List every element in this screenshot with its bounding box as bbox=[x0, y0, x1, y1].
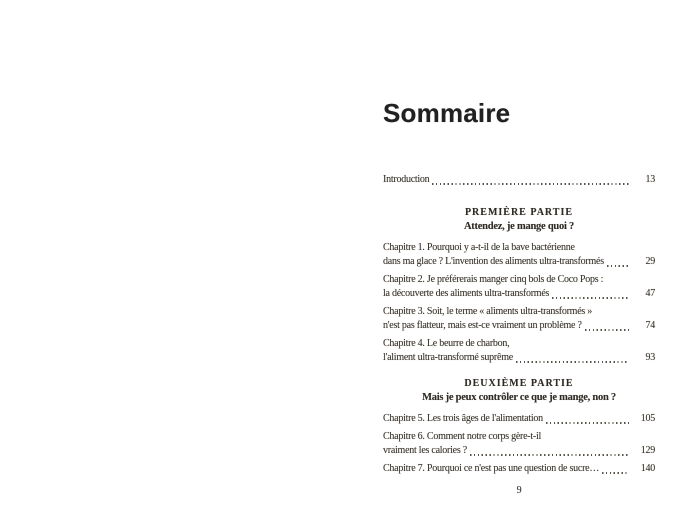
toc-entry-chapter-6 bbox=[383, 430, 655, 458]
dot-leader bbox=[470, 454, 629, 455]
dot-leader bbox=[602, 472, 629, 473]
toc-entry-chapter-7 bbox=[383, 462, 655, 476]
toc-entry-label: l'aliment ultra-transformé suprême bbox=[383, 352, 513, 363]
page-number: 9 bbox=[516, 485, 522, 496]
toc-entry-chapter-2 bbox=[383, 273, 655, 301]
toc-entry-chapter-4 bbox=[383, 337, 655, 365]
toc-entry-label: Introduction bbox=[383, 174, 430, 185]
toc-entry-label: dans ma glace ? L'invention des aliments ultra-transformés bbox=[383, 256, 604, 267]
toc-page-ref: 47 bbox=[645, 288, 655, 299]
part-heading: DEUXIÈME PARTIE bbox=[464, 378, 574, 389]
toc-page-ref: 13 bbox=[645, 174, 655, 185]
dot-leader bbox=[552, 297, 629, 298]
toc-entries bbox=[383, 412, 655, 476]
toc-entry-label: vraiment les calories ? bbox=[383, 445, 467, 456]
toc-part-2 bbox=[383, 377, 655, 476]
dot-leader bbox=[432, 183, 629, 184]
toc-page-ref: 105 bbox=[640, 413, 655, 424]
page-title: Sommaire bbox=[383, 98, 511, 128]
toc-entry-chapter-1 bbox=[383, 241, 655, 269]
toc-entry-label: Chapitre 5. Les trois âges de l'alimentation bbox=[383, 413, 543, 424]
dot-leader bbox=[546, 422, 629, 423]
part-subtitle: Attendez, je mange quoi ? bbox=[463, 221, 575, 232]
part-heading: PREMIÈRE PARTIE bbox=[464, 207, 574, 218]
toc-entry-introduction bbox=[383, 173, 655, 187]
toc-entry-label: la découverte des aliments ultra-transformés bbox=[383, 288, 550, 299]
toc-part-1 bbox=[383, 206, 655, 365]
toc-entry-label: Chapitre 6. Comment notre corps gère-t-il bbox=[383, 431, 542, 442]
dot-leader bbox=[516, 361, 629, 362]
toc-entry-label: Chapitre 4. Le beurre de charbon, bbox=[383, 338, 510, 349]
toc-entry-label: n'est pas flatteur, mais est-ce vraiment un problème ? bbox=[383, 320, 582, 331]
toc-page-ref: 93 bbox=[645, 352, 655, 363]
toc-entry-label: Chapitre 7. Pourquoi ce n'est pas une question de sucre… bbox=[383, 463, 600, 474]
toc-entries bbox=[383, 241, 655, 365]
toc-entry-label: Chapitre 2. Je préférerais manger cinq bols de Coco Pops : bbox=[383, 274, 604, 285]
dot-leader bbox=[607, 265, 629, 266]
toc-page-ref: 29 bbox=[645, 256, 655, 267]
toc-entry-label: Chapitre 3. Soit, le terme « aliments ultra-transformés » bbox=[383, 306, 593, 317]
table-of-contents bbox=[383, 0, 655, 497]
toc-page-ref: 74 bbox=[645, 320, 655, 331]
toc-entry-label: Chapitre 1. Pourquoi y a-t-il de la bave bactérienne bbox=[383, 242, 575, 253]
toc-page-ref: 140 bbox=[640, 463, 655, 474]
toc-page-ref: 129 bbox=[640, 445, 655, 456]
dot-leader bbox=[585, 329, 629, 330]
toc-entry-chapter-3 bbox=[383, 305, 655, 333]
part-subtitle: Mais je peux contrôler ce que je mange, non ? bbox=[422, 392, 616, 403]
toc-entry-chapter-5 bbox=[383, 412, 655, 426]
